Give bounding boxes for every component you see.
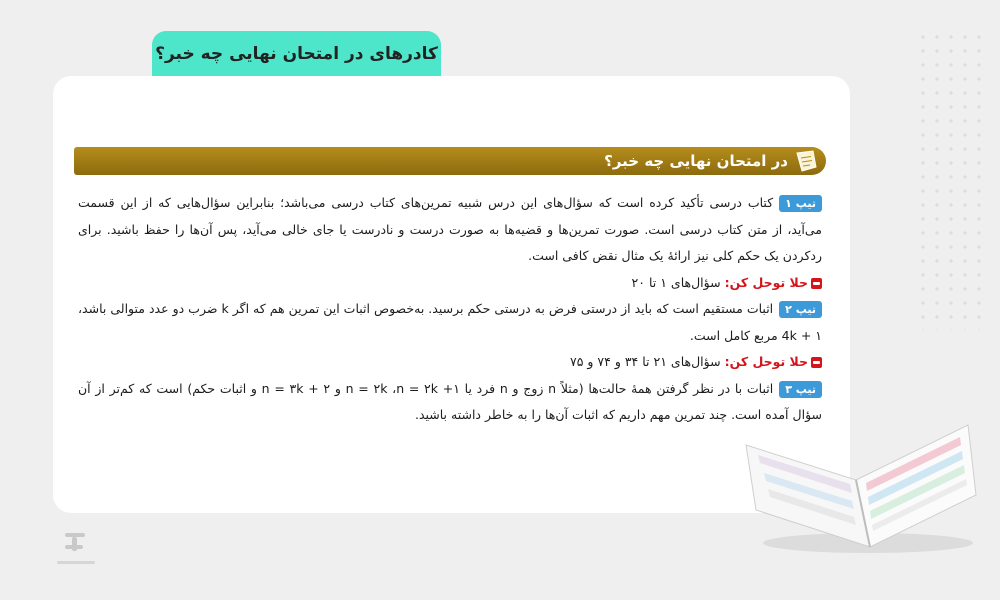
solve-line — [78, 270, 822, 297]
tip-text: اثبات مستقیم است که باید از درستی فرض به درستی حکم برسید. به‌خصوص اثبات این تمرین هم که اگر k ضرب دو عدد متوالی باشد، 4k + ۱ مربع کامل است. — [78, 301, 822, 343]
tip-badge: تیپ ۲ — [779, 301, 822, 318]
solve-label: حلا توحل کن: — [724, 274, 808, 290]
decorative-dot-grid — [916, 30, 986, 330]
note-icon — [794, 150, 818, 172]
tip-paragraph — [78, 296, 822, 349]
tips-content — [78, 190, 822, 429]
publisher-logo — [53, 527, 99, 571]
tip-badge: تیپ ۱ — [779, 195, 822, 212]
tip-text: اثبات با در نظر گرفتن همهٔ حالت‌ها (مثلاً n زوج و n فرد یا n = ۲k ،n = ۲k +۱ و n = ۳k + ۲ و اثبات حکم) است که کم‌تر از آن سؤال آمده است. چند تمرین مهم داریم که اثبات آن‌ها را به خاطر داشته باشید. — [78, 380, 822, 422]
solve-icon — [811, 278, 822, 289]
page-title-tab — [152, 31, 441, 77]
solve-label: حلا توحل کن: — [724, 354, 808, 369]
section-banner — [74, 147, 826, 175]
tip-badge: تیپ ۳ — [779, 381, 822, 398]
solve-text: سؤال‌های ۱ تا ۲۰ — [631, 274, 721, 290]
tip-text: کتاب درسی تأکید کرده است که سؤال‌های این درس شبیه تمرین‌های کتاب درسی می‌باشد؛ بنابراین سؤال‌هایی که از این قسمت می‌آید، از متن کتاب درسی است. صورت تمرین‌ها و قضیه‌ها به صورت درست و نادرست یا جای خالی می‌آید، پس آن‌ها را حفظ باشید. برای ردکردن یک حکم کلی نیز ارائهٔ یک مثال نقض کافی است. — [78, 195, 822, 263]
open-book-image — [738, 385, 978, 560]
tip-paragraph — [78, 190, 822, 270]
section-title: در امتحان نهایی چه خبر؟ — [604, 152, 788, 170]
solve-line — [78, 349, 822, 376]
solve-text: سؤال‌های ۲۱ تا ۳۴ و ۷۴ و ۷۵ — [569, 354, 721, 369]
tip-paragraph — [78, 376, 822, 429]
solve-icon — [811, 357, 822, 368]
page-title: کادرهای در امتحان نهایی چه خبر؟ — [155, 44, 438, 64]
